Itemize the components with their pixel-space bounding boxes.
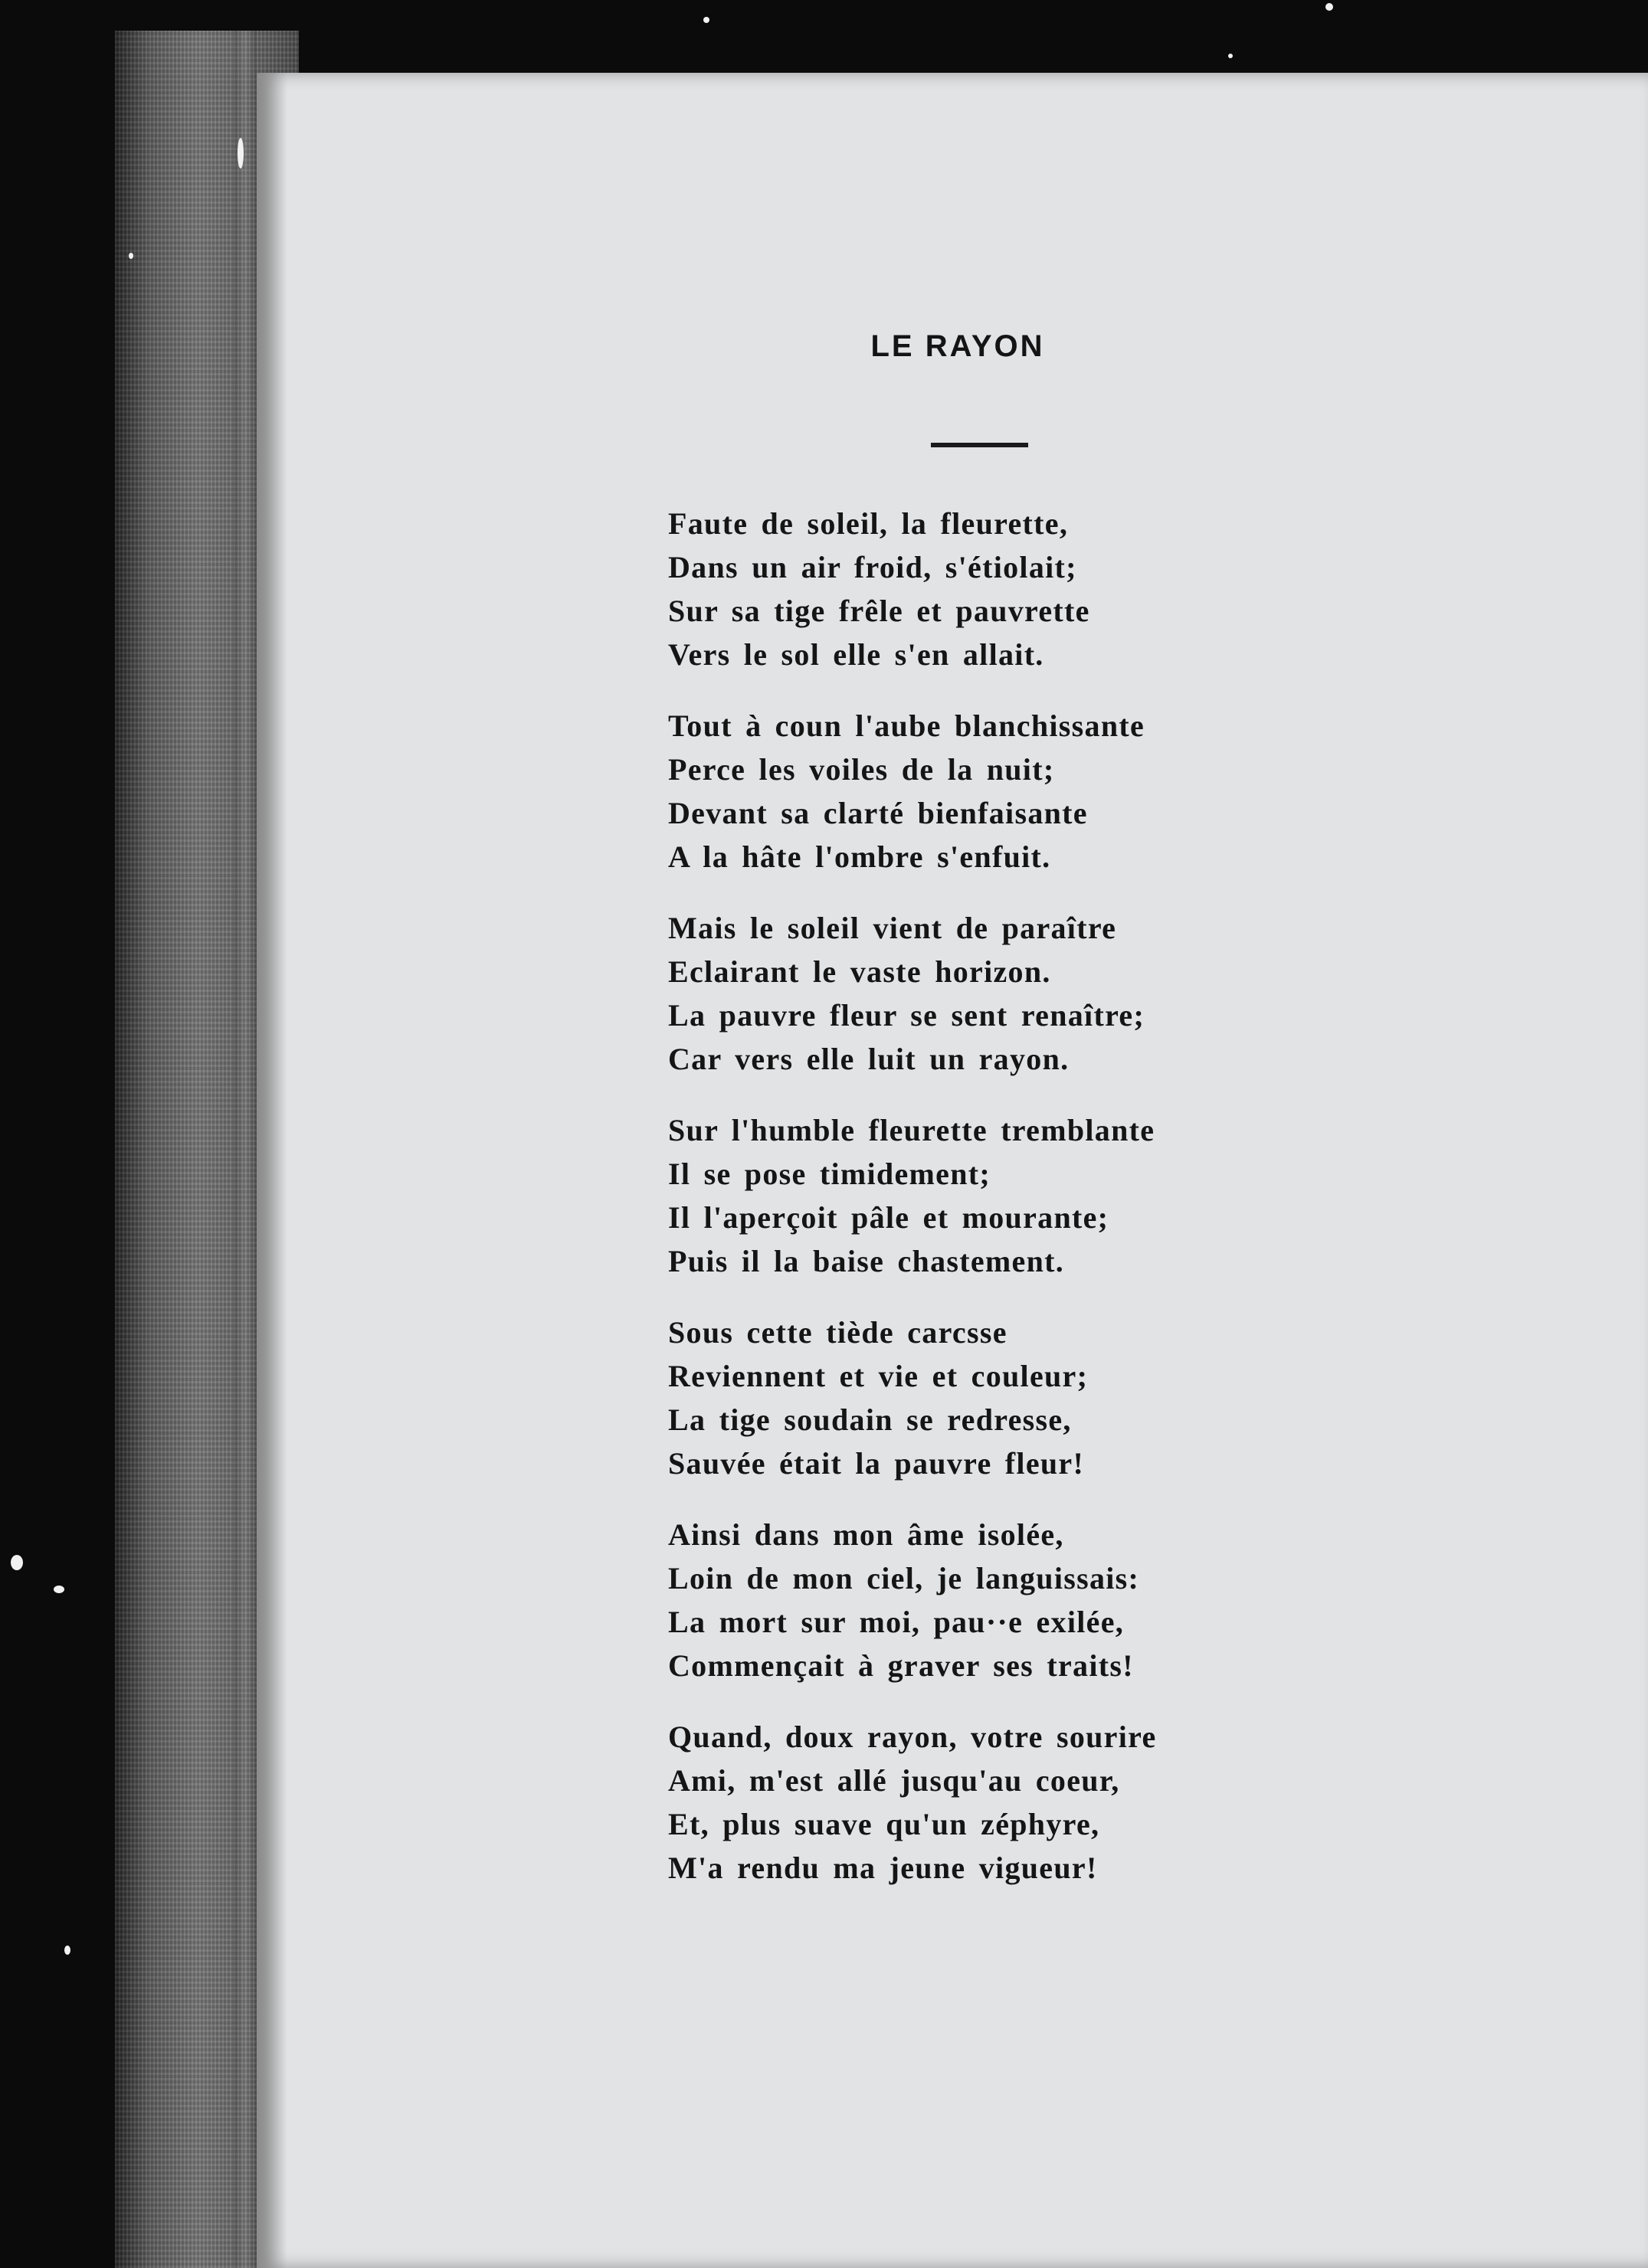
poem-line: Ami, m'est allé jusqu'au coeur, (668, 1763, 1120, 1798)
poem-line: Sous cette tiède carcsse (668, 1315, 1007, 1350)
title-rule (931, 443, 1028, 447)
stanza-5 (668, 1311, 1434, 1485)
stanza-1 (668, 502, 1434, 676)
stanza-2 (668, 704, 1434, 879)
poem-line: Ainsi dans mon âme isolée, (668, 1517, 1064, 1552)
poem-line: Sur l'humble fleurette tremblante (668, 1113, 1155, 1147)
stanza-6 (668, 1513, 1434, 1687)
poem-line: Loin de mon ciel, je languissais: (668, 1561, 1140, 1595)
poem-line: Devant sa clarté bienfaisante (668, 796, 1088, 830)
poem-line: Commençait à graver ses traits! (668, 1648, 1134, 1683)
poem-line: Sur sa tige frêle et pauvrette (668, 594, 1090, 628)
stanza-7 (668, 1715, 1434, 1890)
poem-line: M'a rendu ma jeune vigueur! (668, 1851, 1098, 1885)
poem-line: Et, plus suave qu'un zéphyre, (668, 1807, 1100, 1841)
poem-line: A la hâte l'ombre s'enfuit. (668, 839, 1051, 874)
stanza-4 (668, 1108, 1434, 1283)
poem-line: Mais le soleil vient de paraître (668, 911, 1117, 945)
poem-line: Tout à coun l'aube blanchissante (668, 709, 1145, 743)
poem-line: Il l'aperçoit pâle et mourante; (668, 1200, 1109, 1235)
stanza-3 (668, 906, 1434, 1081)
poem-line: Sauvée était la pauvre fleur! (668, 1446, 1085, 1481)
poem-line: Vers le sol elle s'en allait. (668, 637, 1044, 672)
poem-line: Car vers elle luit un rayon. (668, 1042, 1070, 1076)
poem-line: Quand, doux rayon, votre sourire (668, 1720, 1157, 1754)
poem-title: LE RAYON (870, 329, 1045, 363)
poem-line: Faute de soleil, la fleurette, (668, 506, 1069, 541)
poem-line: Perce les voiles de la nuit; (668, 752, 1055, 787)
poem-line: Reviennent et vie et couleur; (668, 1359, 1089, 1393)
poem-line: Il se pose timidement; (668, 1157, 991, 1191)
poem-line: Puis il la baise chastement. (668, 1244, 1065, 1278)
poem-line: La mort sur moi, pau··e exilée, (668, 1605, 1125, 1639)
poem-stanzas (668, 502, 1434, 1917)
poem-line: Eclairant le vaste horizon. (668, 954, 1051, 989)
poem-line: La tige soudain se redresse, (668, 1402, 1072, 1437)
poem-line: Dans un air froid, s'étiolait; (668, 550, 1077, 584)
poem-line: La pauvre fleur se sent renaître; (668, 998, 1145, 1033)
